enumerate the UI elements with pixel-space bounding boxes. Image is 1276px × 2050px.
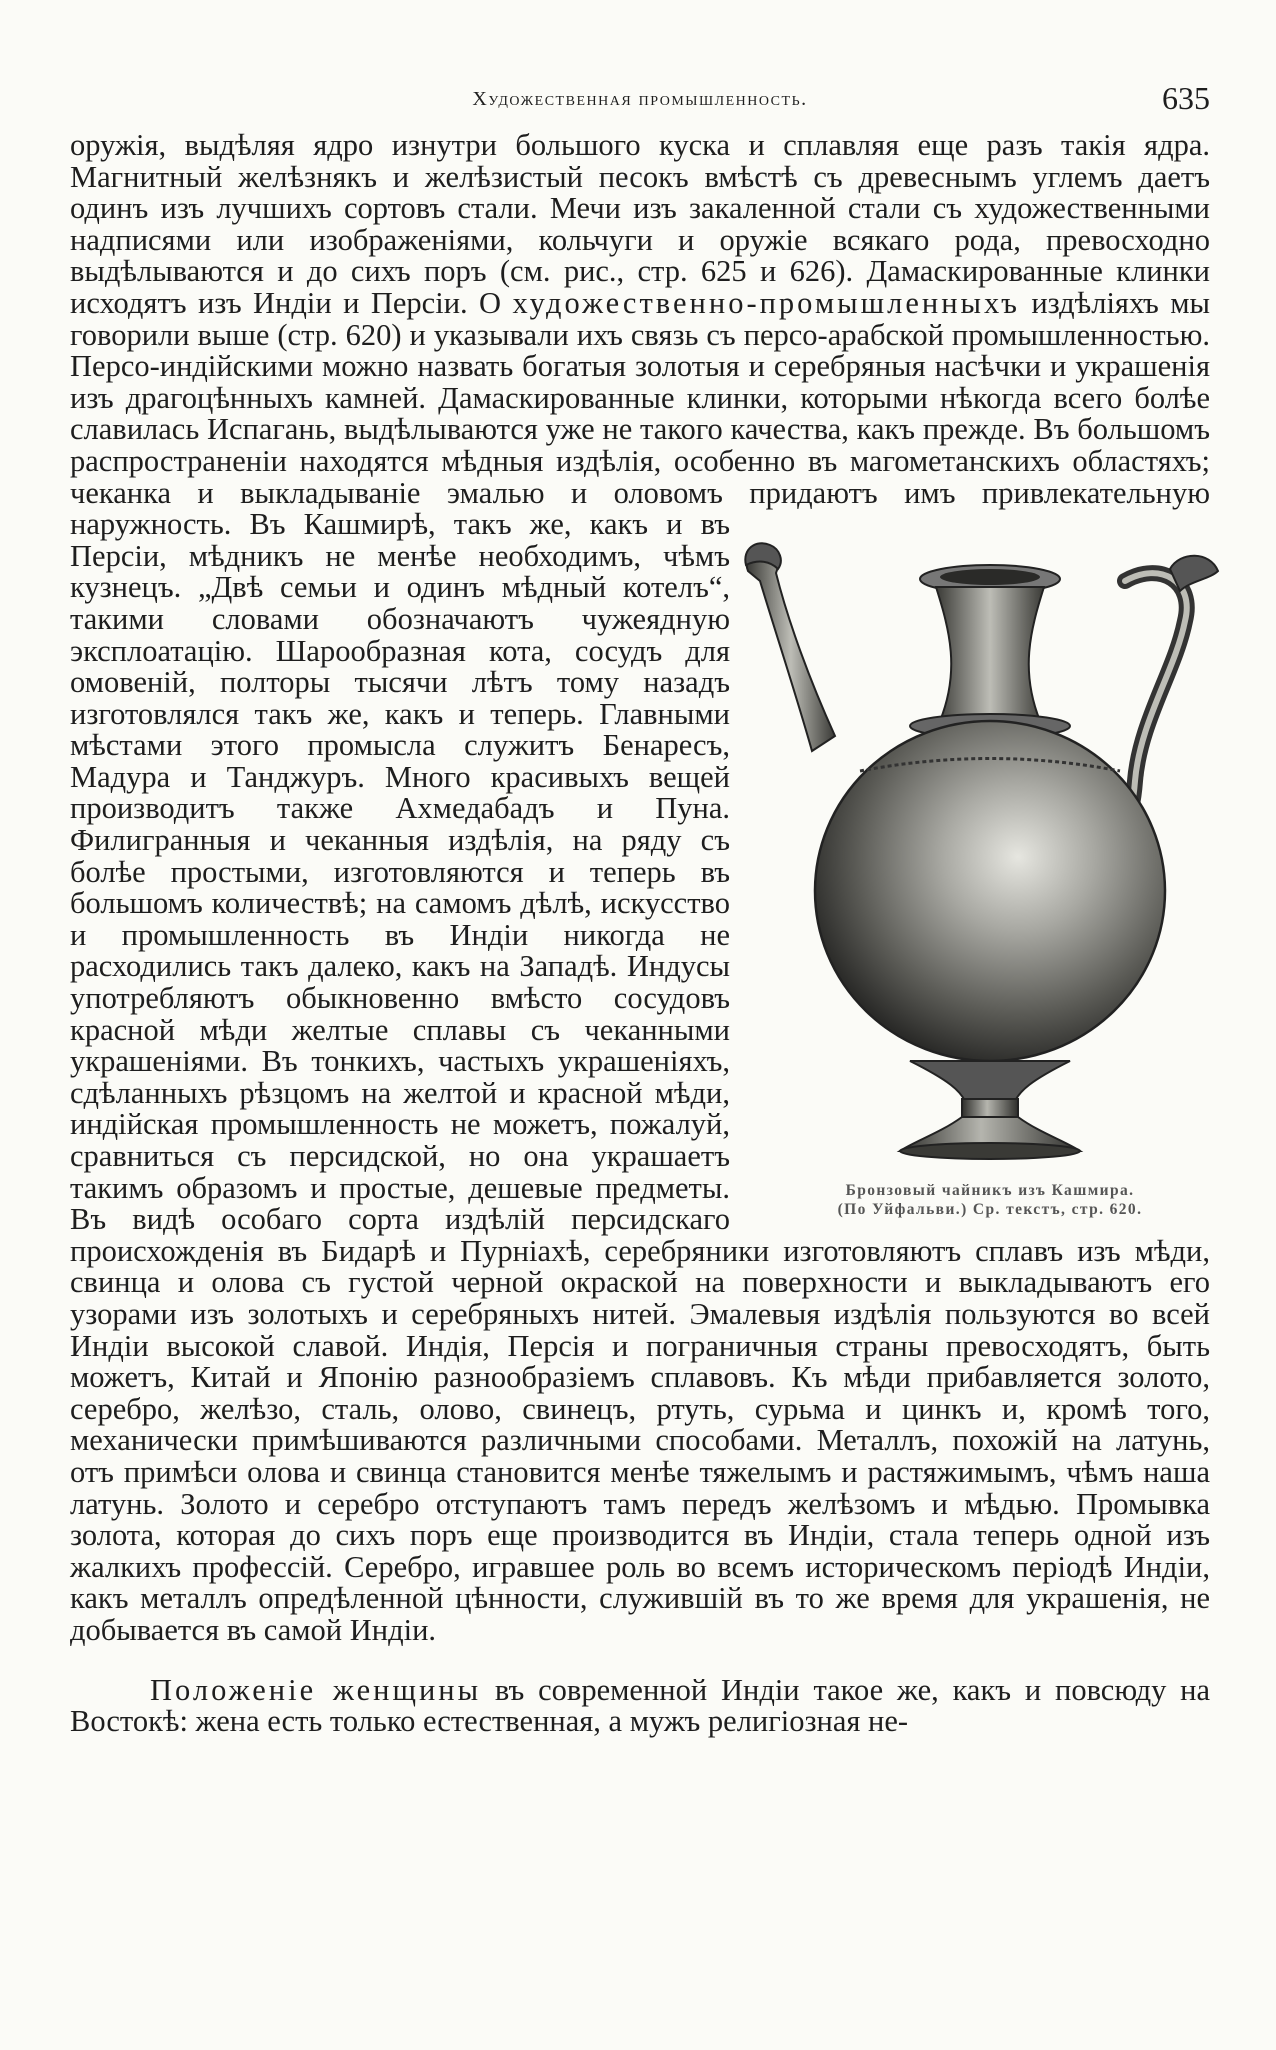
body-text — [70, 130, 1210, 1647]
page — [70, 80, 1210, 1738]
caption-line: Бронзовый чайникъ изъ Кашмира. — [845, 1182, 1135, 1200]
paragraph — [70, 1672, 1211, 1739]
paragraph — [70, 130, 1210, 1647]
text-run: Въ Каш — [249, 507, 361, 542]
spaced-emphasis: художественно-промышленныхъ — [512, 285, 1020, 320]
text-run: въ современной Индіи такое же, какъ и повсюду на Востокѣ: жена есть только естественная, а мужъ религіозная не- — [70, 1672, 1211, 1739]
running-title: Художественная промышленность. — [472, 88, 808, 110]
page-number: 635 — [1162, 80, 1210, 116]
text-run: издѣліяхъ мы говорили выше (стр. 620) и указывали ихъ связь съ персо-арабской промышленностью. Персо-индійскими можно назвать богатыя золотыя и серебряныя насѣчки и украшенія изъ драгоцѣнныхъ камней. Дамаскированные клинки, которыми нѣкогда всего болѣе славилась Испагань, выдѣлываются уже не такого качества, какъ прежде. Въ большомъ распространеніи находятся мѣдныя издѣлія, особенно въ магометанскихъ областяхъ; чеканка и выкладываніе эмалью и оловомъ придаютъ имъ привлекательную наружность. — [70, 285, 1211, 542]
page-header — [70, 80, 1210, 130]
text-run: мирѣ, такъ же, какъ и въ Персіи, мѣдникъ не менѣе необходимъ, чѣмъ кузнецъ. „Двѣ семьи и одинъ мѣдный котелъ“, такими словами обозначаютъ чужеядную эксплоатацію. Шарообразная кота, сосудъ для омовеній, полторы тысячи лѣтъ тому назадъ изготовлялся такъ же, какъ и теперь. Главными мѣстами этого промысла служитъ Бенаресъ, Мадура и Танджуръ. Много красивыхъ вещей производитъ также Ахмедабадъ и Пуна. Филигранныя и чеканныя издѣлія, на ряду съ болѣе простыми, изготовляются и теперь въ большомъ количествѣ; на самомъ дѣлѣ, искусство и промышленность въ Индіи никогда не расходились такъ далеко, какъ на Западѣ. Индусы употребляютъ обыкновенно вмѣсто сосудовъ красной мѣди желтые сплавы съ чеканными украшеніями. Въ тонкихъ, частыхъ украшеніяхъ, сдѣланныхъ рѣзцомъ на желтой и красной мѣди, индійская промышленность не можетъ, пожалуй, сравниться съ персидской, но она украшаетъ такимъ образомъ и простые, дешевые предметы. Въ видѣ особаго сорта издѣлій персидскаго происхожденія въ Бидарѣ и Пурніахѣ, серебряники изготовляютъ сплавъ изъ мѣди, свинца и олова съ густой черной окраской на поверхности и выкладываютъ его узорами изъ золотыхъ и серебряныхъ нитей. Эмалевыя издѣлія пользуются во всей Индіи высокой славой. Индія, Персія и пограничныя страны превосходятъ, быть можетъ, Китай и Японію разнообразіемъ сплавовъ. Къ мѣди прибавляется золото, серебро, желѣзо, сталь, олово, свинецъ, ртуть, сурьма и цинкъ и, кромѣ того, механически примѣшиваются различными способами. Металлъ, похожій на латунь, отъ примѣси олова и свинца становится менѣе тяжелымъ и растяжимымъ, чѣмъ наша латунь. Золото и серебро отступаютъ тамъ передъ желѣзомъ и мѣдью. Промывка золота, которая до сихъ поръ еще производится въ Индіи, стала теперь одной изъ жалкихъ профессій. Серебро, игравшее роль во всемъ историческомъ періодѣ Индіи, какъ металлъ опредѣленной цѣнности, служившій въ то же время для украшенія, не добывается въ самой Индіи. — [70, 507, 1210, 1647]
figure-caption — [740, 1181, 1240, 1219]
figure-teapot — [740, 521, 1240, 1229]
caption-line: (По Уйфальви.) Ср. текстъ, стр. 620. — [837, 1201, 1143, 1219]
text-run: оружія, выдѣляя ядро изнутри большого куска и сплавляя еще разъ такія ядра. Магнитный желѣзнякъ и желѣзистый песокъ вмѣстѣ съ древеснымъ углемъ даетъ одинъ изъ лучшихъ сортовъ стали. Мечи изъ закаленной стали съ художественными надписями или изображеніями, кольчуги и оружіе всякаго рода, превосходно выдѣлываются и до сихъ поръ (см. рис., стр. 625 и 626). Дамаскированные клинки исходятъ изъ Индіи и Персіи. О — [70, 128, 1210, 320]
bronze-teapot-illustration — [740, 521, 1240, 1161]
spaced-emphasis: Положеніе женщины — [150, 1672, 482, 1707]
